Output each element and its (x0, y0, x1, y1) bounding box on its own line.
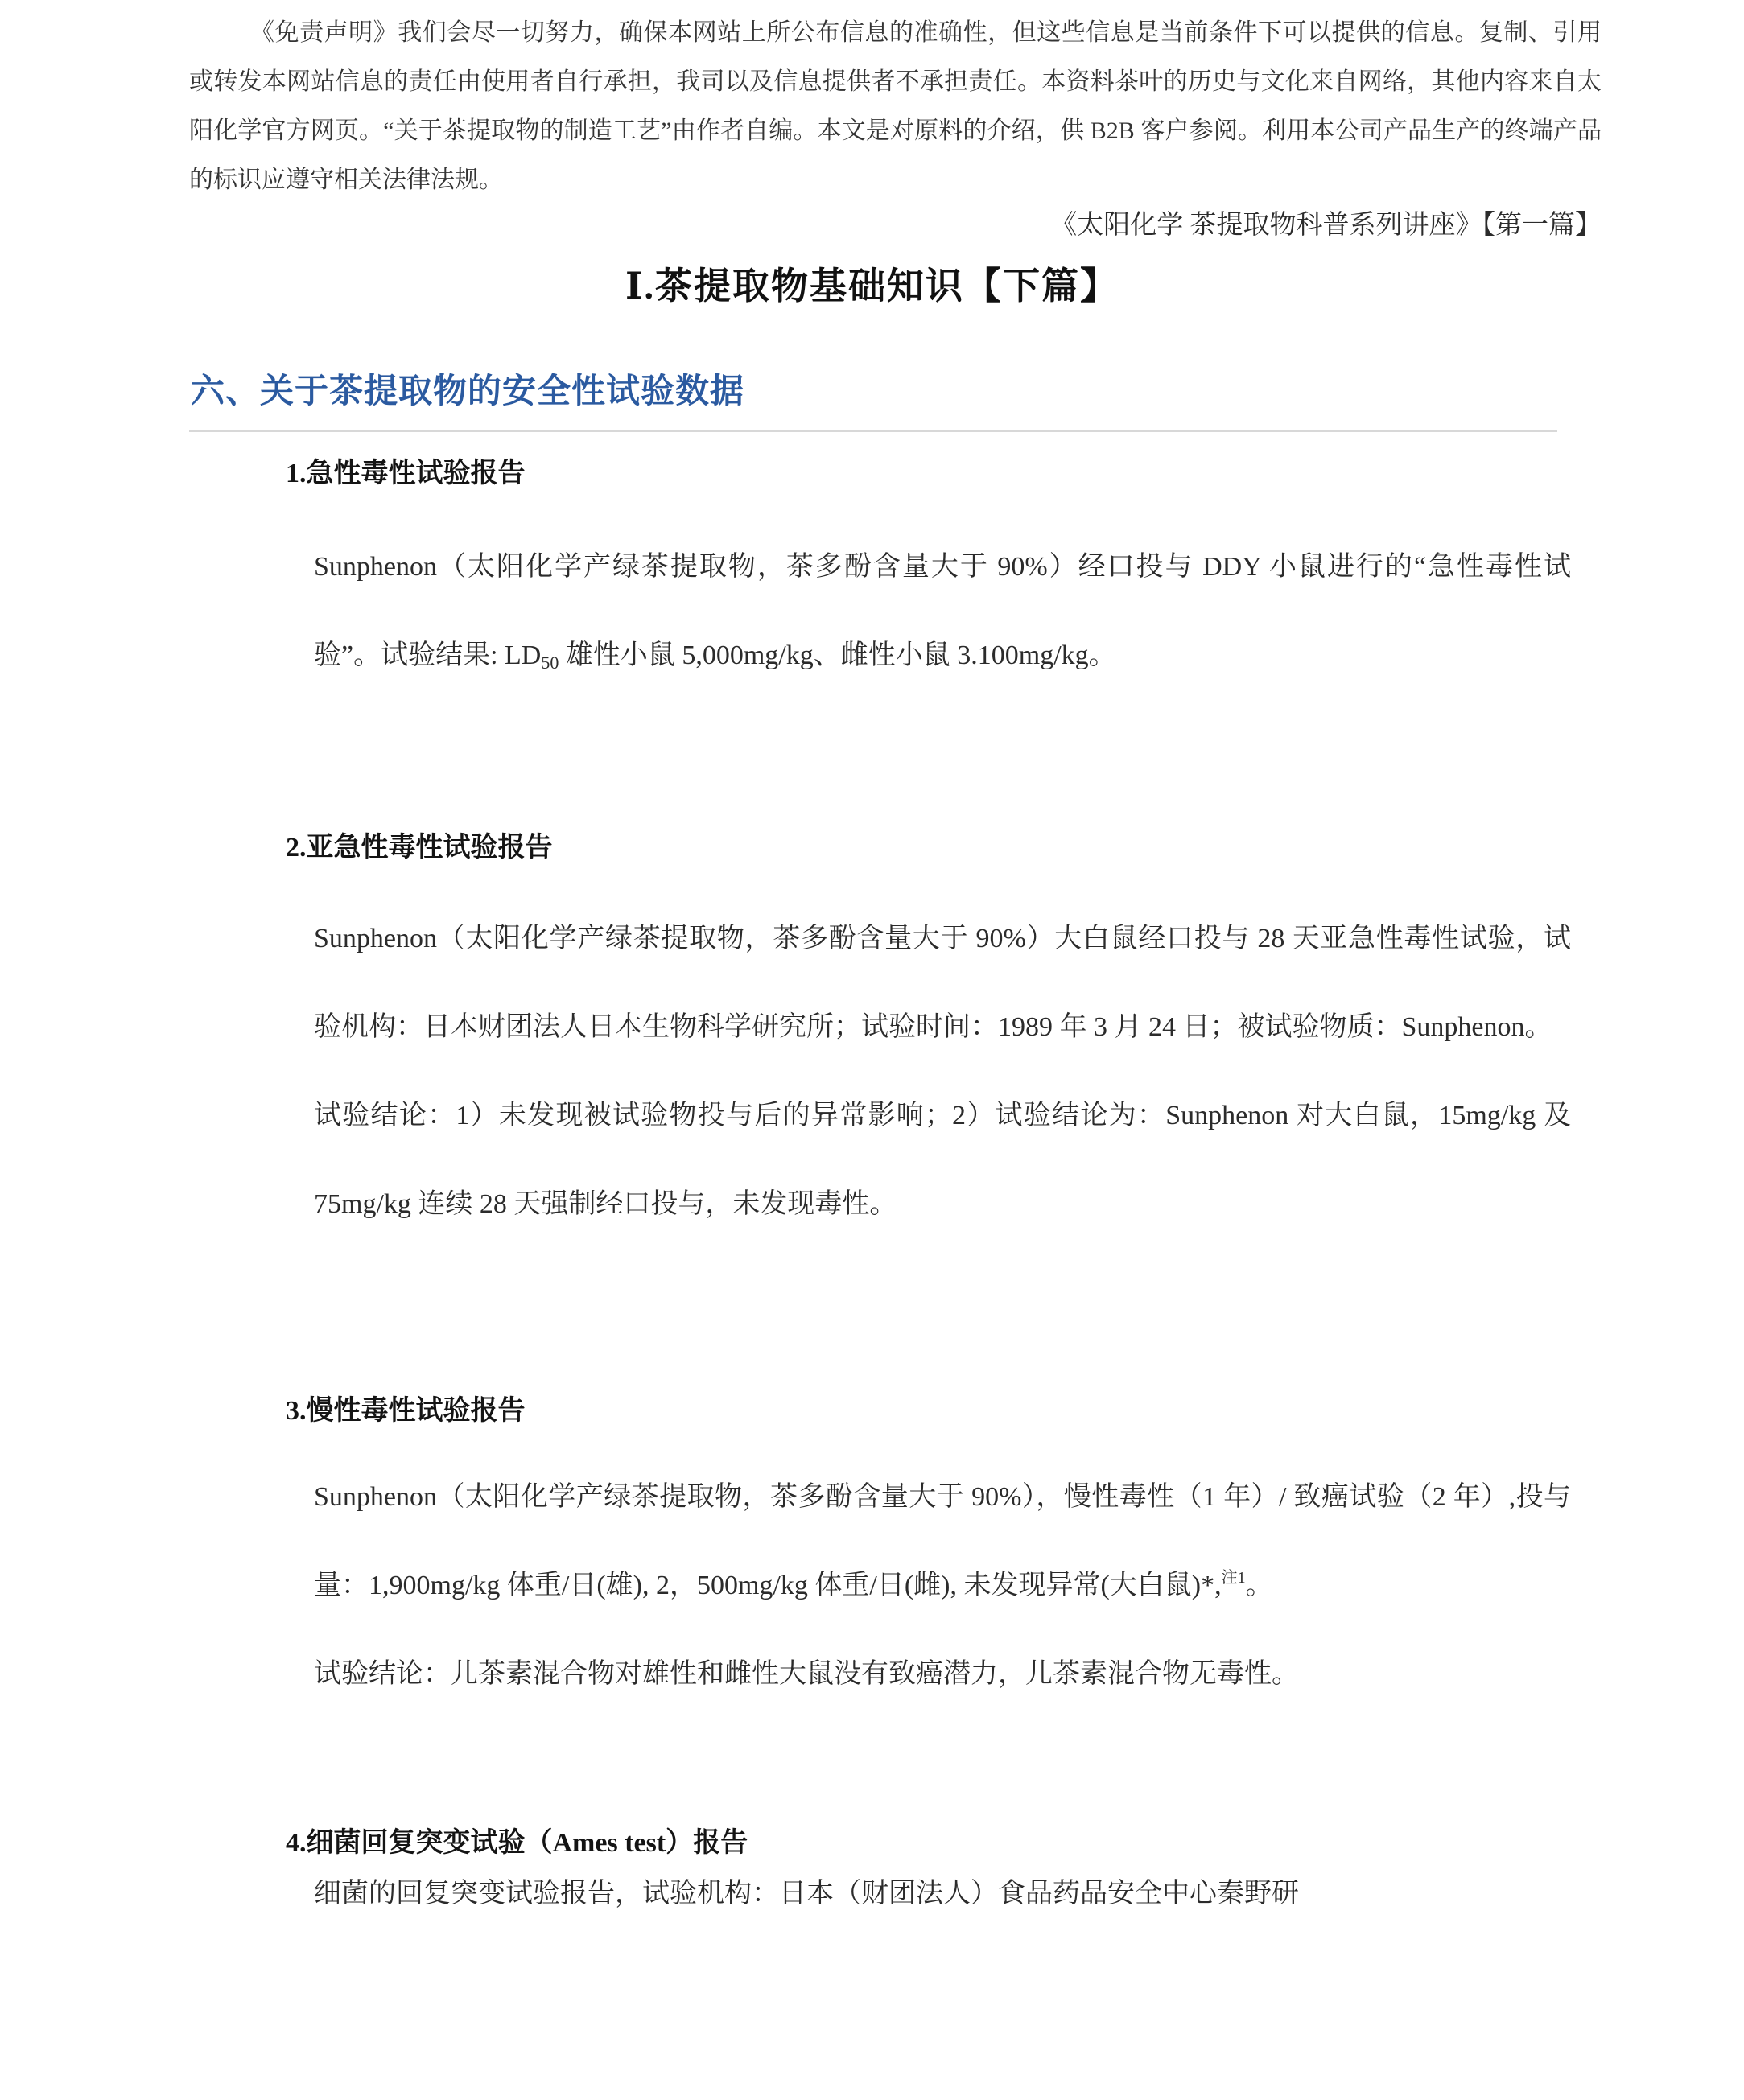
ld50-subscript: 50 (541, 653, 559, 673)
report-1-text-end: 雄性小鼠 5,000mg/kg、雌性小鼠 3.100mg/kg。 (559, 640, 1116, 670)
document-page (0, 8, 1744, 2100)
report-3-paragraph-2: 试验结论：儿茶素混合物对雄性和雌性大鼠没有致癌潜力，儿茶素混合物无毒性。 (314, 1659, 1299, 1689)
report-3-text-end: 。 (1245, 1571, 1273, 1600)
section-six-heading: 六、关于茶提取物的安全性试验数据 (191, 373, 745, 410)
report-3-heading: 3.慢性毒性试验报告 (286, 1396, 526, 1426)
document-title: Ⅰ.茶提取物基础知识【下篇】 (625, 266, 1119, 307)
disclaimer-paragraph: 《免责声明》我们会尽一切努力，确保本网站上所公布信息的准确性，但这些信息是当前条件下可以提供的信息。复制、引用或转发本网站信息的责任由使用者自行承担，我司以及信息提供者不承担责任。本资料茶叶的历史与文化来自网络，其他内容来自太阳化学官方网页。“关于茶提取物的制造工艺”由作者自编。本文是对原料的介绍，供 B2B 客户参阅。利用本公司产品生产的终端产品的标识应遵守相关法律法规。 (189, 19, 1602, 193)
report-1-heading: 1.急性毒性试验报告 (286, 459, 526, 488)
report-2-heading: 2.亚急性毒性试验报告 (286, 833, 553, 863)
report-1-paragraph (314, 523, 1571, 700)
section-divider (189, 430, 1557, 432)
report-3-paragraph-1 (314, 1453, 1571, 1630)
report-1-text-start: Sunphenon（太阳化学产绿茶提取物，茶多酚含量大于 90%）经口投与 DDY 小鼠进行的“急性毒性试验”。试验结果: LD (314, 552, 1571, 670)
series-title: 《太阳化学 茶提取物科普系列讲座》【第一篇】 (1050, 211, 1602, 240)
report-2-paragraph-1: Sunphenon（太阳化学产绿茶提取物，茶多酚含量大于 90%）大白鼠经口投与 28 天亚急性毒性试验，试验机构：日本财团法人日本生物科学研究所；试验时间：1989 年 3 月 24 日；被试验物质：Sunphenon。 (314, 924, 1571, 1042)
report-2-paragraph-2: 试验结论：1）未发现被试验物投与后的异常影响；2）试验结论为：Sunphenon 对大白鼠，15mg/kg 及 75mg/kg 连续 28 天强制经口投与，未发现毒性。 (314, 1101, 1571, 1219)
report-4-paragraph-1: 细菌的回复突变试验报告，试验机构：日本（财团法人）食品药品安全中心秦野研 (314, 1879, 1299, 1909)
note-1-superscript: 注1 (1221, 1569, 1246, 1587)
report-3-text-start: Sunphenon（太阳化学产绿茶提取物，茶多酚含量大于 90%），慢性毒性（1 年）/ 致癌试验（2 年）,投与量：1,900mg/kg 体重/日(雄), 2，500mg/kg 体重/日(雌), 未发现异常(大白鼠)*, (314, 1482, 1571, 1600)
report-4-heading: 4.细菌回复突变试验（Ames test）报告 (286, 1828, 748, 1858)
